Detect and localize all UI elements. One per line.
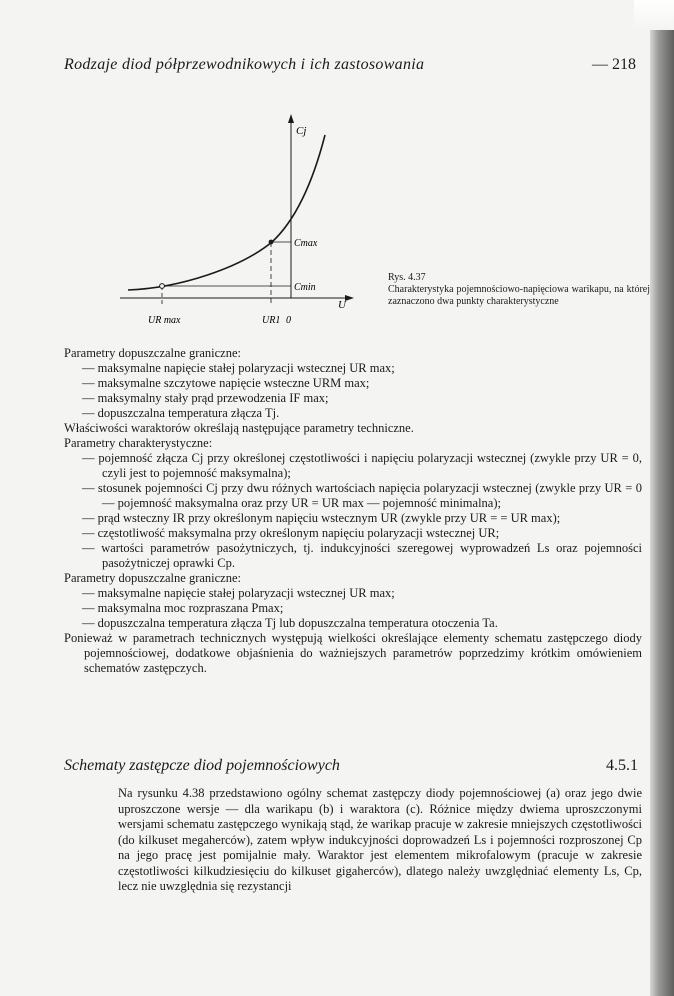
running-title: Rodzaje diod półprzewodnikowych i ich zastosowania bbox=[64, 56, 425, 73]
label-cmin: Cmin bbox=[294, 282, 316, 293]
list-item: — wartości parametrów pasożytniczych, tj. indukcyjności szeregowej wyprowadzeń Ls oraz pojemności pasożytniczej oprawki Cp. bbox=[82, 541, 642, 570]
label-cj: Cj bbox=[296, 125, 307, 137]
text-line: Parametry dopuszczalne graniczne: bbox=[64, 346, 241, 360]
text-line: Właściwości waraktorów określają następujące parametry techniczne. bbox=[64, 421, 414, 435]
list-item: — pojemność złącza Cj przy określonej częstotliwości i napięciu polaryzacji wstecznej (zwykle przy UR = 0, czyli jest to pojemność maksymalna); bbox=[82, 451, 642, 480]
list-item: — maksymalny stały prąd przewodzenia IF max; bbox=[82, 391, 329, 405]
parameter-list bbox=[64, 346, 642, 676]
x-axis-arrow bbox=[345, 295, 354, 301]
page-edge-shadow bbox=[650, 0, 674, 996]
page-edge-highlight bbox=[634, 0, 674, 30]
point-cmin bbox=[160, 284, 165, 289]
list-item: — prąd wsteczny IR przy określonym napięciu wstecznym UR (zwykle przy UR = = UR max); bbox=[82, 511, 561, 525]
point-cmax bbox=[269, 240, 274, 245]
page-number: — 218 bbox=[592, 56, 636, 73]
label-u: U bbox=[338, 299, 346, 311]
list-item: — maksymalna moc rozpraszana Pmax; bbox=[82, 601, 284, 615]
figure-caption bbox=[388, 272, 650, 308]
list-item: — częstotliwość maksymalna przy określonym napięciu polaryzacji wstecznej UR; bbox=[82, 526, 500, 540]
section-title: Schematy zastępcze diod pojemnościowych bbox=[64, 757, 340, 774]
list-item: — stosunek pojemności Cj przy dwu różnych wartościach napięcia polaryzacji wstecznej (zwykle przy UR = 0 — pojemność maksymalna oraz przy UR = UR max — pojemność minimalna); bbox=[82, 481, 642, 510]
figure-caption-text: Charakterystyka pojemnościowo-napięciowa warikapu, na której zaznaczono dwa punkty charakterystyczne bbox=[388, 284, 650, 307]
text-line: Parametry charakterystyczne: bbox=[64, 436, 213, 450]
summary-paragraph: Ponieważ w parametrach technicznych występują wielkości określające elementy schematu zastępczego diody pojemnościowej, dodatkowe objaśnienia do ważniejszych parametrów poprzedzimy krótkim omówieniem schematów zastępczych. bbox=[64, 631, 642, 675]
label-zero: 0 bbox=[286, 315, 291, 326]
figure-label: Rys. 4.37 bbox=[388, 272, 426, 283]
capacitance-curve bbox=[128, 135, 325, 290]
cv-characteristic-figure bbox=[120, 110, 360, 340]
list-item: — maksymalne szczytowe napięcie wsteczne URM max; bbox=[82, 376, 370, 390]
list-item: — dopuszczalna temperatura złącza Tj lub dopuszczalna temperatura otoczenia Ta. bbox=[82, 616, 498, 630]
list-item: — maksymalne napięcie stałej polaryzacji wstecznej UR max; bbox=[82, 361, 395, 375]
section-paragraph: Na rysunku 4.38 przedstawiono ogólny schemat zastępczy diody pojemnościowej (a) oraz jego dwie uproszczone wersje — dla warikapu (b) i waraktora (c). Różnice między dwiema uproszczonymi wersjami schematu zastępczego wynikają stąd, że warikap pracuje w zakresie mniejszych częstotliwości (do kilkuset megaherców), zatem wpływ indukcyjności doprowadzeń Ls i pojemności rozproszonej Cp na jego pracę jest pomijalnie mały. Waraktor jest elementem mikrofalowym (pracuje w zakresie częstotliwości kilkudziesięciu do kilkuset gigaherców), dlatego należy uwzględniać elementy Ls, Cp, lecz nie uwzględnia się rezystancji bbox=[118, 786, 642, 893]
label-ur-max: UR max bbox=[148, 315, 181, 326]
label-ur1: UR1 bbox=[262, 315, 281, 326]
text-line: Parametry dopuszczalne graniczne: bbox=[64, 571, 241, 585]
section-number: 4.5.1 bbox=[606, 757, 638, 774]
label-cmax: Cmax bbox=[294, 238, 318, 249]
list-item: — maksymalne napięcie stałej polaryzacji wstecznej UR max; bbox=[82, 586, 395, 600]
y-axis-arrow bbox=[288, 114, 294, 123]
list-item: — dopuszczalna temperatura złącza Tj. bbox=[82, 406, 280, 420]
